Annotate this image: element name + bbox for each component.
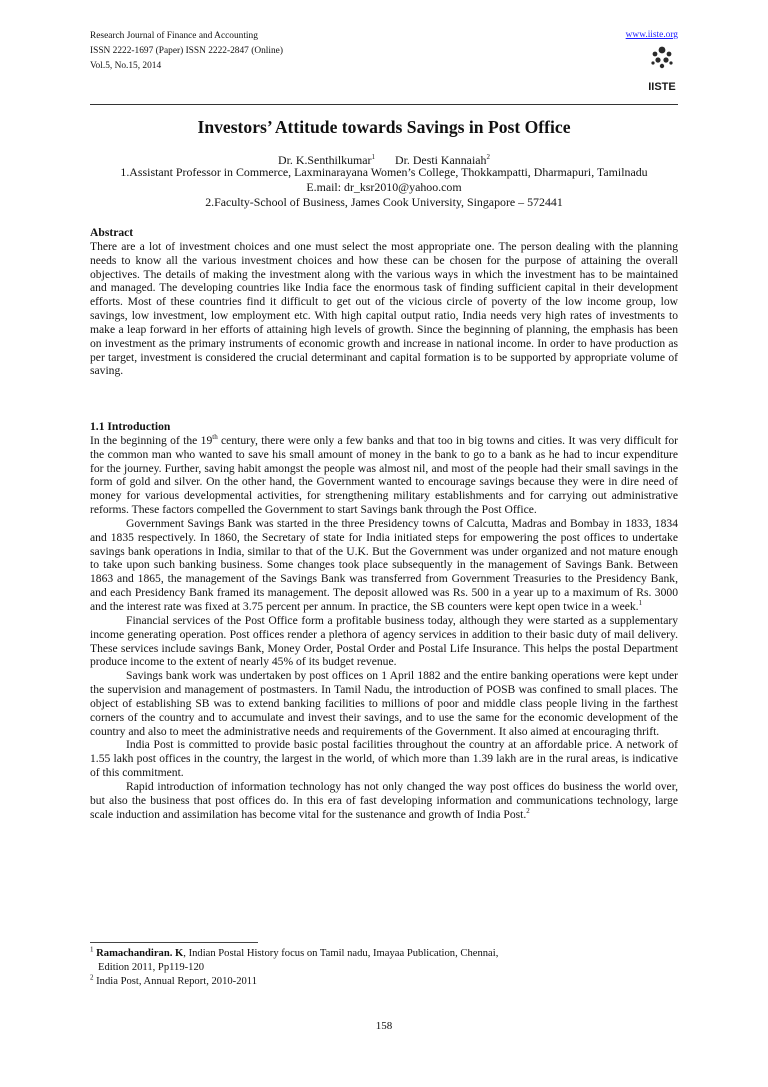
page-number: 158 bbox=[375, 1020, 393, 1032]
iiste-logo-icon bbox=[648, 44, 676, 98]
introduction-section bbox=[90, 420, 678, 821]
footnote-ref-2[interactable]: 2 bbox=[526, 806, 530, 815]
paper-title: Investors’ Attitude towards Savings in Post Office bbox=[197, 117, 571, 137]
author-email: E.mail: dr_ksr2010@yahoo.com bbox=[306, 180, 462, 194]
abstract-text: There are a lot of investment choices and one must select the most appropriate one. The person dealing with the planning needs to know all the various investment choices and how these can be chosen for the purpose of attaining the overall objectives. The details of making the investment along with the various ways in which the investment has to be maintained and managed. The developing countries like India face the enormous task of finding sufficient capital in their development efforts. Most of these countries find it difficult to get out of the vicious circle of poverty of the low income group, low savings, low investment, low employment etc. With high capital output ratio, India needs very high rates of investments to make a leap forward in her efforts of attaining high levels of growth. Since the beginning of planning, the emphasis has been on investment as the primary instruments of economic growth and increase in national income. In order to have production as per target, investment is considered the crucial determinant and capital formation is to be supported by appropriate volume of saving. bbox=[90, 239, 678, 378]
intro-paragraph-5: India Post is committed to provide basic postal facilities throughout the country at an affordable price. A network of 1.55 lakh post offices in the country, the largest in the world, of which more than 1.39 lakh are in the rural areas, is indicative of this commitment. bbox=[90, 738, 678, 780]
abstract-section bbox=[90, 226, 678, 378]
intro-paragraph-4: Savings bank work was undertaken by post offices on 1 April 1882 and the entire banking operations were kept under the supervision and management of postmasters. In Tamil Nadu, the introduction of POSB was confined to small places. The object of establishing SB was to extend banking facilities to millions of poor and middle class people living in the farthest corners of the country and to accumulate and invest their savings, and to use the same for the economic development of the country and also to meet the administrative needs and requirements of the Government. It also aimed at encouraging thrift. bbox=[90, 669, 678, 738]
intro-paragraph-1: In the beginning of the 19th century, there were only a few banks and that too in big towns and cities. It was very difficult for the common man who wanted to save his small amount of money in the bank to go to a bank as he had to incur expenditure for the journey. Further, saving habit amongst the people was almost nil, and most of the people had their small savings in the form of gold and silver. On the other hand, the Government wanted to encourage savings because they were in dire need of money for various developmental activities, for strengthening military establishments and for carrying out administrative reforms. These factors compelled the Government to start Savings bank through the Post Office. bbox=[90, 432, 678, 517]
footnote-2: $^2$ India Post, Annual Report, 2010-2011 bbox=[90, 973, 258, 987]
intro-paragraph-3: Financial services of the Post Office form a profitable business today, although they were started as a supplementary income generating operation. Post offices render a plethora of agency services in addition to their basic duty of mail delivery. These services include savings Bank, Money Order, Postal Order and Postal Life Insurance. This helps the postal Department produce income to the extent of nearly 45% of its budget revenue. bbox=[90, 613, 678, 669]
journal-name: Research Journal of Finance and Accounting bbox=[90, 31, 258, 41]
introduction-heading: 1.1 Introduction bbox=[90, 420, 171, 433]
footnote-ref-1[interactable]: 1 bbox=[638, 599, 643, 608]
journal-issn: ISSN 2222-1697 (Paper) ISSN 2222-2847 (Online) bbox=[90, 46, 283, 56]
footnote-1: $^1$ Ramachandiran. K, Indian Postal History focus on Tamil nadu, Imayaa Publication, Chennai, bbox=[90, 945, 499, 959]
author-2: Dr. Desti Kannaiah bbox=[395, 152, 487, 167]
journal-url-link[interactable]: www.iiste.org bbox=[625, 30, 678, 40]
journal-volume: Vol.5, No.15, 2014 bbox=[90, 61, 162, 71]
header-divider bbox=[90, 104, 678, 105]
author-2-sup: 2 bbox=[486, 153, 490, 161]
footnote-divider bbox=[90, 942, 258, 943]
affiliation-1: 1.Assistant Professor in Commerce, Laxminarayana Women’s College, Thokkampatti, Dharmapuri, Tamilnadu bbox=[120, 165, 648, 179]
footnote-1-cont: Edition 2011, Pp119-120 bbox=[98, 962, 205, 973]
author-1: Dr. K.Senthilkumar bbox=[278, 152, 372, 167]
intro-paragraph-6: Rapid introduction of information technology has not only changed the way post offices do business the world over, but also the business that post offices do. In this era of fast developing information and communications technology, large scale induction and assimilation has become vital for the sustenance and growth of India Post.$^2$ bbox=[90, 779, 678, 821]
author-1-sup: 1 bbox=[371, 153, 375, 161]
paper-page bbox=[90, 0, 678, 1087]
intro-paragraph-2: Government Savings Bank was started in the three Presidency towns of Calcutta, Madras and Bombay in 1833, 1834 and 1835 respectively. In 1860, the Secretary of state for India initiated steps for empowering the post offices to undertake savings bank operations in India, similar to that of the U.K. But the Government was under organized and not mature enough to take upon such banking business. Some changes took place subsequently in the management of Savings Bank. Between 1863 and 1865, the management of the Savings Bank was transferred from Government Treasuries to the Presidency Bank, and each Presidency Bank framed its management. The deposit allowed was Rs. 500 in a year up to a maximum of Rs. 3000 and the interest rate was fixed at 3.75 percent per annum. In practice, the SB counters were kept open twice in a week.$^1$ bbox=[90, 516, 678, 613]
svg-text:IISTE: IISTE bbox=[648, 81, 676, 93]
abstract-heading: Abstract bbox=[90, 226, 134, 239]
affiliation-2: 2.Faculty-School of Business, James Cook University, Singapore – 572441 bbox=[205, 195, 563, 209]
